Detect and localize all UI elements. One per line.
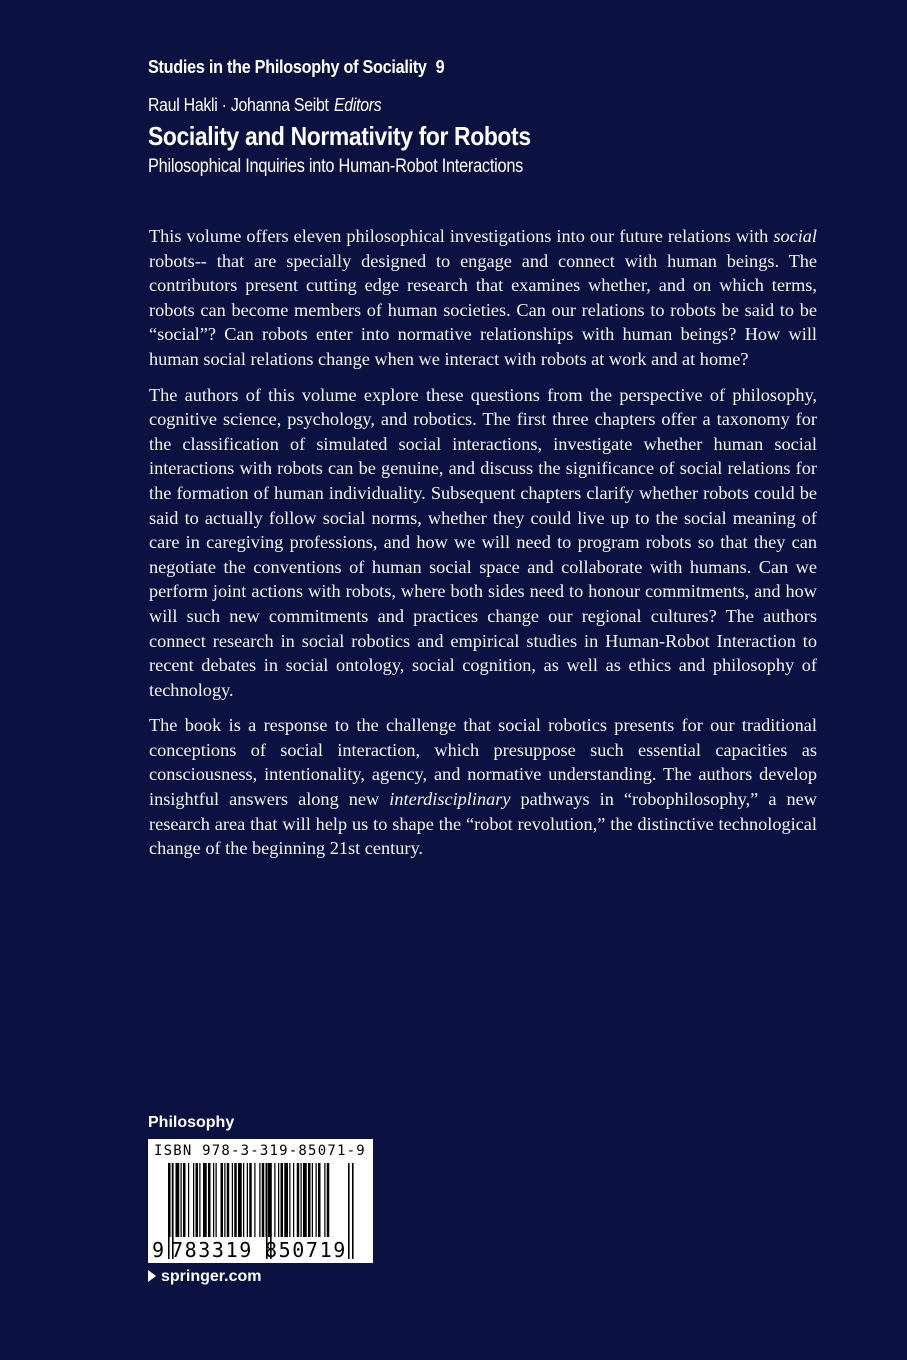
- barcode-bar: [234, 1163, 237, 1237]
- blurb-paragraph-1: This volume offers eleven philosophical investigations into our future relations with social robots-- that are specially designed to engage and connect with human beings. The contributors present cutting edge research that examines whether, and on which terms, robots can become members of human societies. Can our relations to robots be said to be “social”? Can robots enter into normative relationships with human beings? How will human social relations change when we interact with robots at work and at home?: [149, 226, 817, 369]
- barcode-digits-left: 783319: [171, 1238, 253, 1262]
- triangle-right-icon: [148, 1270, 156, 1282]
- book-title: Sociality and Normativity for Robots: [148, 121, 531, 151]
- isbn-label: ISBN 978-3-319-85071-9: [154, 1143, 366, 1159]
- barcode-bar: [249, 1163, 252, 1237]
- barcode-bar: [308, 1163, 311, 1237]
- back-cover-blurb: [149, 224, 817, 872]
- editors-line: [148, 95, 381, 116]
- barcode-bar: [289, 1163, 290, 1237]
- barcode-bar: [188, 1163, 189, 1237]
- barcode-bar: [224, 1163, 225, 1237]
- publisher-url: springer.com: [161, 1268, 262, 1285]
- publisher-link[interactable]: [148, 1268, 261, 1286]
- series-name: Studies in the Philosophy of Sociality: [148, 57, 427, 77]
- barcode-guard-bar: [352, 1163, 354, 1259]
- barcode-bar: [327, 1163, 330, 1237]
- barcode-bar: [316, 1163, 317, 1237]
- blurb-paragraph-3: The book is a response to the challenge that social robotics presents for our traditional conceptions of social interaction, which presuppose such essential capacities as consciousness, intentionality, agency, and normative understanding. The authors develop insightful answers along new interdisciplinary pathways in “robophilosophy,” a new research area that will help us to shape the “robot revolution,” the distinctive technological change of the beginning 21st century.: [149, 715, 817, 859]
- barcode-bar: [284, 1163, 288, 1237]
- editors-role: Editors: [333, 95, 382, 115]
- barcode-digit-lead: 9: [152, 1238, 164, 1262]
- barcode-bar: [297, 1163, 300, 1237]
- barcode-bar: [254, 1163, 255, 1237]
- barcode-bar: [232, 1163, 233, 1237]
- barcode-bar: [221, 1163, 224, 1237]
- barcode-digits-right: 850719: [265, 1238, 347, 1262]
- blurb-paragraph-2: The authors of this volume explore these questions from the perspective of philosophy, cognitive science, psychology, and robotics. The first three chapters offer a taxonomy for the classification of simulated social interactions, investigate whether human social interactions with robots can be genuine, and discuss the significance of social relations for the formation of human individuality. Subsequent chapters clarify whether robots could be said to actually follow social norms, whether they could live up to the social meaning of care in caregiving professions, and how we will need to program robots so that they can negotiate the conventions of human social space and collaborate with humans. Can we perform joint actions with robots, where both sides need to honour commitments, and how will such new commitments and practices change our regional cultures? The authors connect research in social robotics and empirical studies in Human-Robot Interaction to recent debates in social ontology, social cognition, as well as ethics and philosophy of technology.: [149, 384, 817, 700]
- barcode-bar: [303, 1163, 307, 1237]
- series-title: [148, 57, 444, 78]
- editor-names: Raul Hakli · Johanna Seibt: [148, 95, 329, 115]
- subject-category: Philosophy: [148, 1114, 235, 1131]
- barcode-bar: [324, 1163, 325, 1237]
- barcode-bar: [183, 1163, 186, 1237]
- book-subtitle: Philosophical Inquiries into Human-Robot Interactions: [148, 156, 524, 177]
- barcode-bar: [262, 1163, 265, 1237]
- barcode-bar: [196, 1163, 199, 1237]
- series-number: 9: [435, 57, 445, 77]
- isbn-barcode: [148, 1139, 373, 1263]
- barcode-guard-bar: [348, 1163, 350, 1259]
- barcode-bar: [213, 1163, 214, 1237]
- barcode-bar: [278, 1163, 279, 1237]
- barcode-bar: [193, 1163, 194, 1237]
- barcode-bar: [208, 1163, 211, 1237]
- barcode-bar: [181, 1163, 182, 1237]
- barcode-bar: [216, 1163, 217, 1237]
- barcode-bar: [243, 1163, 244, 1237]
- barcode-bar: [318, 1163, 321, 1237]
- barcode-bar: [199, 1163, 200, 1237]
- barcode-bar: [293, 1163, 294, 1237]
- barcode-bar: [176, 1163, 180, 1237]
- barcode-bar: [203, 1163, 207, 1237]
- barcode-guard-bar: [168, 1163, 170, 1259]
- barcode-bar: [312, 1163, 313, 1237]
- barcode-bar: [227, 1163, 230, 1237]
- barcode-bar: [238, 1163, 242, 1237]
- barcode-bar: [281, 1163, 284, 1237]
- barcode-bar: [247, 1163, 248, 1237]
- barcode-bar: [259, 1163, 260, 1237]
- barcode-bar: [274, 1163, 275, 1237]
- barcode-bar: [301, 1163, 302, 1237]
